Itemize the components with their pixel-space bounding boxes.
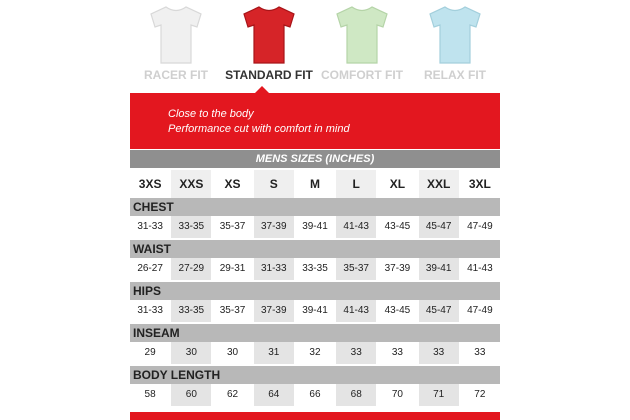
fit-label: COMFORT FIT (321, 68, 403, 82)
table-cell: 31-33 (254, 258, 294, 280)
category-header-body-length: BODY LENGTH (130, 366, 500, 384)
table-row-waist (130, 258, 500, 280)
fit-label: RELAX FIT (424, 68, 486, 82)
category-header-waist: WAIST (130, 240, 500, 258)
table-cell: 35-37 (219, 305, 246, 316)
table-cell: 33-35 (302, 263, 328, 274)
table-cell: 60 (171, 384, 211, 406)
table-cell: 33 (336, 342, 376, 364)
table-cell: 66 (309, 389, 321, 400)
table-cell: 29 (144, 347, 156, 358)
table-cell: 43-45 (384, 221, 411, 232)
table-cell: 33-35 (171, 216, 211, 238)
tshirt-icon (239, 3, 299, 65)
fit-selector (130, 0, 500, 92)
table-row-hips (130, 300, 500, 322)
tshirt-body (151, 7, 201, 63)
size-header-cell: XL (389, 177, 406, 191)
size-header-cell: XXS (171, 170, 211, 198)
table-cell: 37-39 (254, 216, 294, 238)
table-cell: 35-37 (219, 221, 246, 232)
table-title: MENS SIZES (INCHES) (130, 150, 500, 168)
table-cell: 70 (391, 389, 403, 400)
table-cell: 32 (309, 347, 321, 358)
table-cell: 31-33 (137, 305, 163, 316)
table-cell: 27-29 (171, 258, 211, 280)
table-cell: 33 (419, 342, 459, 364)
size-header-cell: XXL (419, 170, 459, 198)
table-cell: 47-49 (467, 305, 493, 316)
size-header-cell: 3XS (138, 177, 162, 191)
tshirt-icon (425, 3, 485, 65)
table-cell: 39-41 (302, 305, 328, 316)
tshirt-body (244, 7, 294, 63)
fit-label: STANDARD FIT (225, 68, 313, 82)
table-cell: 30 (171, 342, 211, 364)
table-row-body-length (130, 384, 500, 406)
size-header-cell: 3XL (468, 177, 491, 191)
table-cell: 31-33 (137, 221, 163, 232)
table-cell: 39-41 (419, 258, 459, 280)
tshirt-icon (332, 3, 392, 65)
table-row-chest (130, 216, 500, 238)
table-cell: 35-37 (336, 258, 376, 280)
size-header-cell: L (336, 170, 376, 198)
table-cell: 33-35 (171, 300, 211, 322)
table-cell: 26-27 (137, 263, 163, 274)
table-row-inseam (130, 342, 500, 364)
size-header-cell: S (254, 170, 294, 198)
tshirt-body (430, 7, 480, 63)
bottom-accent-bar (130, 412, 500, 420)
tshirt-body (337, 7, 387, 63)
table-cell: 41-43 (336, 216, 376, 238)
category-header-chest: CHEST (130, 198, 500, 216)
size-header-cell: XS (224, 177, 241, 191)
table-cell: 33 (391, 347, 403, 358)
table-cell: 72 (474, 389, 486, 400)
fit-description-banner (130, 93, 500, 149)
category-header-inseam: INSEAM (130, 324, 500, 342)
table-cell: 37-39 (254, 300, 294, 322)
banner-line-2: Performance cut with comfort in mind (168, 123, 350, 135)
table-cell: 41-43 (336, 300, 376, 322)
table-cell: 43-45 (384, 305, 411, 316)
table-cell: 58 (144, 389, 156, 400)
table-cell: 62 (226, 389, 239, 400)
tshirt-icon (146, 3, 206, 65)
table-cell: 47-49 (467, 221, 493, 232)
table-cell: 41-43 (467, 263, 493, 274)
table-cell: 45-47 (419, 300, 459, 322)
table-cell: 68 (336, 384, 376, 406)
banner-line-1: Close to the body (168, 108, 254, 120)
table-cell: 30 (226, 347, 239, 358)
table-cell: 31 (254, 342, 294, 364)
sizes-header-row (130, 170, 500, 198)
table-cell: 45-47 (419, 216, 459, 238)
category-header-hips: HIPS (130, 282, 500, 300)
fit-label: RACER FIT (144, 68, 208, 82)
table-cell: 37-39 (384, 263, 411, 274)
table-cell: 39-41 (302, 221, 328, 232)
table-cell: 64 (254, 384, 294, 406)
table-cell: 33 (474, 347, 486, 358)
size-header-cell: M (309, 177, 320, 191)
table-cell: 71 (419, 384, 459, 406)
table-cell: 29-31 (219, 263, 246, 274)
fit-option-relax[interactable] (409, 0, 501, 92)
